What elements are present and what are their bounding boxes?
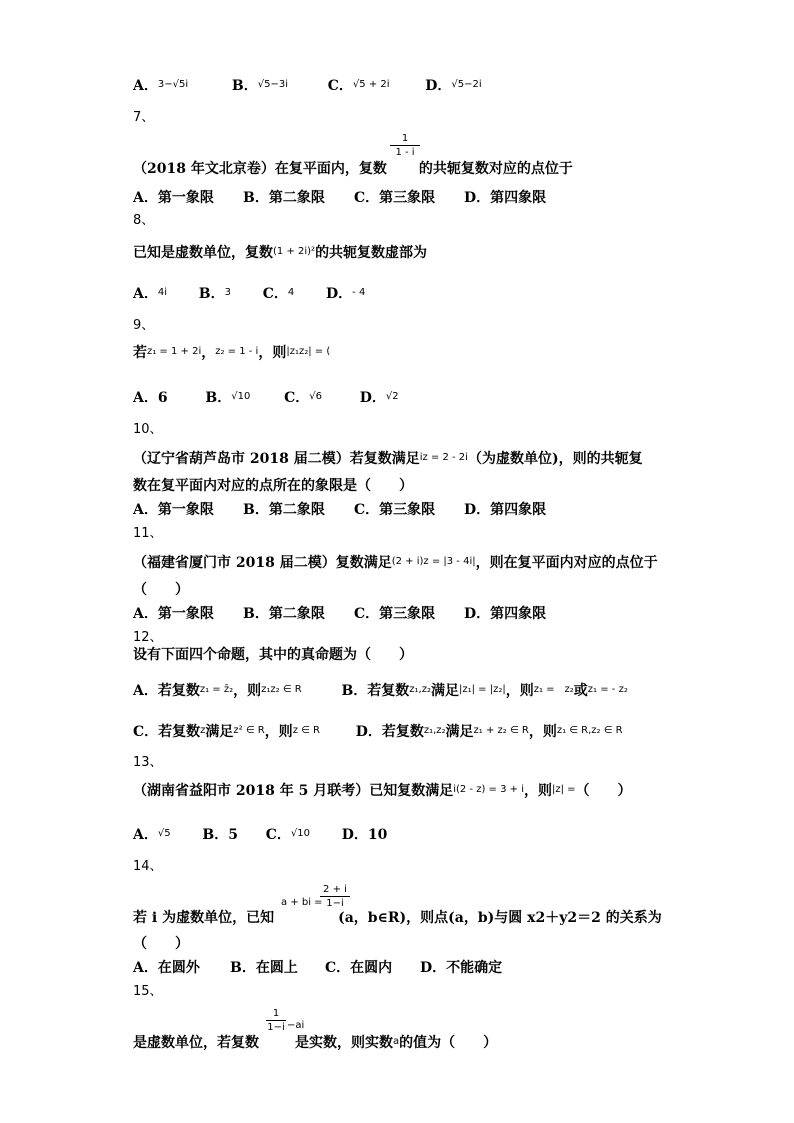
option-a: A．第一象限 [133, 502, 214, 518]
question-stem [133, 342, 330, 362]
question-number: 10、 [133, 422, 163, 437]
option-a: A．在圆外 [133, 960, 200, 976]
stem-text: （湖南省益阳市 2018 年 5 月联考）已知复数满足 [133, 783, 454, 799]
math-expression: z₁ + z₂ ∈ R [473, 725, 529, 736]
option-a-label: A． [133, 286, 158, 302]
question-stem [133, 780, 632, 800]
math-expression: i(2 - z) = 3 + i [453, 784, 524, 795]
fraction [390, 133, 420, 158]
stem-text: ，则 [523, 783, 552, 799]
option-d-math: √2 [385, 391, 399, 402]
option-c-math: √6 [309, 391, 322, 402]
question-stem-line2: 数在复平面内对应的点所在的象限是（ ） [133, 478, 413, 494]
question-number: 7、 [133, 110, 155, 125]
q6-options [133, 75, 482, 95]
math-expression: a [393, 1036, 400, 1047]
option-c-label: C． [284, 390, 310, 406]
fraction-numerator: 1 [272, 1008, 280, 1019]
fraction-lhs: a + bi = [281, 897, 323, 908]
q12-options-ab [133, 680, 628, 700]
math-expression: z₁ = - z₂ [587, 684, 628, 695]
stem-text: 的共轭复数对应的点位于 [418, 161, 573, 177]
fraction-denominator: 1−i [267, 1022, 285, 1033]
option-d-math: - 4 [352, 287, 366, 298]
option-d-math: √5−2i [451, 79, 482, 90]
stem-text: （2018 年文北京卷）在复平面内，复数 [133, 161, 387, 177]
option-c-math: 4 [287, 287, 295, 298]
option-a-text: ，则 [233, 683, 262, 699]
question-stem [133, 448, 643, 468]
question-stem-line2: （ ） [133, 936, 189, 952]
math-expression: z₁z₂ ∈ R [261, 684, 302, 695]
math-expression: z₁ ∈ R,z₂ ∈ R [556, 725, 623, 736]
option-d: D．第四象限 [464, 190, 547, 206]
question-stem [133, 552, 658, 572]
math-expression: |z| = [551, 784, 576, 795]
option-b-text: B．若复数 [341, 683, 410, 699]
option-c-text: C．若复数 [133, 724, 201, 740]
option-b-math: √5−3i [257, 79, 288, 90]
option-b: B．第二象限 [243, 502, 325, 518]
stem-text: 若 i 为虚数单位，已知 [133, 910, 275, 926]
option-d-text: D．若复数 [355, 724, 424, 740]
math-expression: z₁ = z̄₂ [199, 684, 234, 695]
math-expression: z₁ = z₂ [533, 684, 574, 695]
fraction-tail: −ai [287, 1020, 305, 1031]
option-a: A．6 [133, 390, 168, 406]
option-b-math: 3 [224, 287, 231, 298]
option-b-text: 或 [573, 683, 588, 699]
option-b-text: 满足 [430, 683, 459, 699]
stem-text: 是实数，则实数 [295, 1035, 393, 1051]
question-stem [133, 1032, 497, 1052]
math-expression: |z₁| = |z₂| [458, 684, 506, 695]
option-d: D．不能确定 [420, 960, 503, 976]
option-d-label: D． [326, 286, 353, 302]
math-expression: iz = 2 - 2i [419, 452, 468, 463]
math-expression: z₁ = 1 + 2i [147, 346, 202, 357]
q10-options [133, 499, 546, 519]
option-c-text: 满足 [205, 724, 234, 740]
stem-text: 的共轭复数虚部为 [315, 245, 428, 261]
stem-text: ， [201, 345, 216, 361]
q12-options-cd [133, 721, 623, 741]
option-d-label: D． [425, 78, 452, 94]
stem-text: ，则在复平面内对应的点位于 [475, 555, 658, 571]
option-c: C．第三象限 [354, 502, 436, 518]
question-number: 14、 [133, 859, 163, 874]
q14-options [133, 957, 502, 977]
option-a-math: √5 [157, 828, 171, 839]
question-stem [133, 158, 573, 178]
option-a-label: A． [133, 827, 158, 843]
q9-options [133, 387, 399, 407]
math-expression: z₁,z₂ [409, 684, 431, 695]
question-number: 13、 [133, 755, 163, 770]
option-c-math: √5 + 2i [352, 79, 390, 90]
fraction [320, 884, 350, 909]
option-b-label: B． [231, 78, 258, 94]
question-number: 12、 [133, 630, 163, 645]
option-c-text: ，则 [264, 724, 293, 740]
option-c-label: C． [327, 78, 353, 94]
question-number: 9、 [133, 318, 155, 333]
stem-text: （辽宁省葫芦岛市 2018 届二模）若复数满足 [133, 451, 420, 467]
q11-options [133, 603, 546, 623]
stem-text: （ ） [575, 783, 632, 799]
option-b-math: √10 [231, 391, 251, 402]
option-c-math: √10 [290, 828, 310, 839]
option-d-text: 满足 [445, 724, 474, 740]
option-c: C．第三象限 [354, 190, 436, 206]
option-c-label: C． [265, 827, 291, 843]
option-b: B．在圆上 [230, 960, 298, 976]
option-b-label: B． [205, 390, 232, 406]
option-a-label: A． [133, 78, 158, 94]
stem-text: 若 [133, 345, 147, 361]
question-stem: 设有下面四个命题，其中的真命题为（ ） [133, 647, 413, 663]
option-b: B．第二象限 [243, 190, 325, 206]
math-expression: z [200, 725, 206, 736]
option-c: C．在圆内 [325, 960, 393, 976]
question-number: 8、 [133, 213, 155, 228]
q13-options [133, 824, 387, 844]
option-b-text: ，则 [505, 683, 534, 699]
math-expression: (2 + i)z = |3 - 4i| [391, 556, 476, 567]
question-number: 15、 [133, 984, 163, 999]
fraction-numerator: 2 + i [323, 884, 347, 895]
option-b: B．第二象限 [243, 606, 325, 622]
question-number: 11、 [133, 526, 163, 541]
question-stem [133, 242, 427, 262]
option-a-text: A．若复数 [133, 683, 200, 699]
q7-options [133, 187, 546, 207]
option-d: D．第四象限 [464, 502, 547, 518]
stem-text: 是虚数单位，若复数 [133, 1035, 259, 1051]
option-d: D．10 [341, 827, 388, 843]
option-a-math: 3−√5i [157, 79, 189, 90]
math-expression: (1 + 2i)² [273, 246, 316, 257]
stem-text: 的值为（ ） [399, 1035, 498, 1051]
stem-text: 已知是虚数单位，复数 [133, 245, 273, 261]
option-d: D．第四象限 [464, 606, 547, 622]
question-stem-line2: （ ） [133, 582, 189, 598]
fraction [266, 1008, 286, 1033]
option-a-math: 4i [157, 287, 168, 298]
option-c: C．第三象限 [354, 606, 436, 622]
stem-text: （福建省厦门市 2018 届二模）复数满足 [133, 555, 392, 571]
stem-text: （为虚数单位)，则的共轭复 [467, 451, 643, 467]
stem-text: ，则 [258, 345, 287, 361]
stem-text: (a，b∈R)，则点(a，b)与圆 x2＋y2＝2 的关系为 [338, 910, 662, 926]
fraction-denominator: 1−i [326, 898, 344, 909]
q8-options [133, 283, 365, 303]
math-expression: z₁,z₂ [423, 725, 446, 736]
option-a: A．第一象限 [133, 190, 214, 206]
option-d-text: ，则 [528, 724, 557, 740]
option-b: B．5 [202, 827, 238, 843]
math-expression: z² ∈ R [233, 725, 265, 736]
math-expression: |z₁z₂| = ( [286, 346, 331, 357]
option-d-label: D． [359, 390, 386, 406]
option-c-label: C． [262, 286, 288, 302]
question-stem [133, 907, 662, 927]
option-b-label: B． [198, 286, 225, 302]
option-a: A．第一象限 [133, 606, 214, 622]
fraction-denominator: 1 - i [395, 147, 415, 158]
math-expression: z₂ = 1 - i [215, 346, 259, 357]
fraction-numerator: 1 [401, 133, 409, 144]
math-expression: z ∈ R [292, 725, 320, 736]
